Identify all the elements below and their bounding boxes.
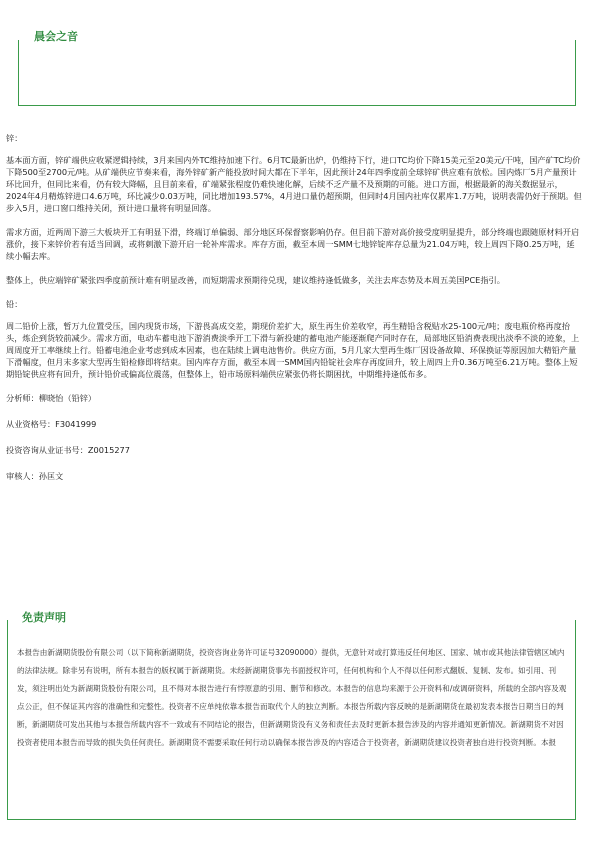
- qualification-number: 从业资格号：F3041999: [6, 419, 97, 429]
- zinc-summary: 整体上，供应端锌矿紧张四季度前预计难有明显改善，而短期需求预期待兑现，建议维持逢低做多，关注去库态势及本周五美国PCE指引。: [6, 275, 505, 285]
- lead-analysis: 周二铅价上涨，暂万九位置受压，国内现货市场，下游畏高成交差，期现价差扩大，原生再生价差收窄，再生精铅含税贴水25-100元/吨；废电瓶价格再度抬头，炼企到货较前减少。需求方面，电动车蓄电池下游消费淡季开工下滑与新投建的蓄电池产能逐渐爬产同时存在，局部地区铅消费表现出淡季不淡的迹象，上周周度开工率继续上行。铅蓄电池企业考虑到成本因素，也在陆续上调电池售价。供应方面，5月几家大型再生炼厂因设备故障、环保换证等原因加大精铅产量下滑幅度，但月末多家大型再生铅检修即将结束。国内库存方面，截至本周一SMM国内铅锭社会库存再度回升，较上周四上升0.36万吨至6.21万吨。整体上短期铅锭供应将有回升，预计铅价或偏高位震荡，但整体上，铅市场原料端供应紧张仍将长期困扰，中期维持逢低布多。: [6, 321, 580, 379]
- disclaimer-text: 本报告由新湖期货股份有限公司（以下简称新湖期货，投资咨询业务许可证号32090000）提供，无意针对或打算违反任何地区、国家、城市或其他法律管辖区域内的法律法规。除非另有说明，所有本报告的版权属于新湖期货。未经新湖期货事先书面授权许可，任何机构和个人不得以任何形式翻版、复制、发布。如引用、刊发，须注明出处为新湖期货股份有限公司，且不得对本报告进行有悖原意的引用、删节和修改。本报告的信息均来源于公开资料和/或调研资料，所载的全部内容及观点公正，但不保证其内容的准确性和完整性。投资者不应单纯依靠本报告而取代个人的独立判断。本报告所载内容反映的是新湖期货在最初发表本报告日期当日的判断，新湖期货可发出其他与本报告所载内容不一致或有不同结论的报告，但新湖期货没有义务和责任去及时更新本报告涉及的内容并通知更新情况。新湖期货不对因投资者使用本报告而导致的损失负任何责任。新湖期货不需要采取任何行动以确保本报告涉及的内容适合于投资者，新湖期货建议投资者独自进行投资判断。本报: [17, 648, 567, 747]
- zinc-demand: 需求方面，近两周下游三大板块开工有明显下滑，终端订单偏弱、部分地区环保督察影响仍存。但目前下游对高价接受度明显提升，部分终端也跟随原材料开启涨价，接下来锌价若有适当回调，或将刺激下游开启一轮补库需求。库存方面，截至本周一SMM七地锌锭库存总量为21.04万吨，较上周四下降0.25万吨，延续小幅去库。: [6, 227, 580, 261]
- reviewer: 审核人：孙匡文: [6, 471, 64, 481]
- investment-certificate: 投资咨询从业证书号：Z0015277: [6, 445, 130, 455]
- lead-heading: 铅：: [6, 299, 23, 309]
- report-content: [6, 132, 582, 496]
- zinc-fundamentals: 基本面方面，锌矿端供应收紧逻辑持续，3月来国内外TC维持加速下行。6月TC最新出炉，仍维持下行，进口TC均价下降15美元至20美元/干吨，国产矿TC均价下降500至2700元/吨。从矿端供应节奏来看，海外锌矿新产能投放时间大都在下半年，因此预计24年四季度前全球锌矿供应难有放松。国内炼厂5月产量预计环比回升，但同比来看，仍有较大降幅，且目前来看，矿端紧张程度仍难快速化解，后续不乏产量不及预期的可能。进口方面，根据最新的海关数据显示，2024年4月精炼锌进口4.6万吨，环比减少0.03万吨，同比增加193.57%，4月进口量仍超预期，但同时4月国内社库仅累库1.7万吨，说明表需仍好于预期。但步入5月，进口窗口维持关闭，预计进口量将有明显回落。: [6, 155, 582, 213]
- morning-section: [18, 30, 576, 106]
- disclaimer-section: [7, 611, 576, 820]
- disclaimer-title: 免责声明: [22, 611, 66, 624]
- analyst: 分析师：柳晓怡（铅锌）: [6, 393, 97, 403]
- zinc-heading: 锌：: [6, 133, 23, 143]
- morning-section-title: 晨会之音: [34, 30, 78, 43]
